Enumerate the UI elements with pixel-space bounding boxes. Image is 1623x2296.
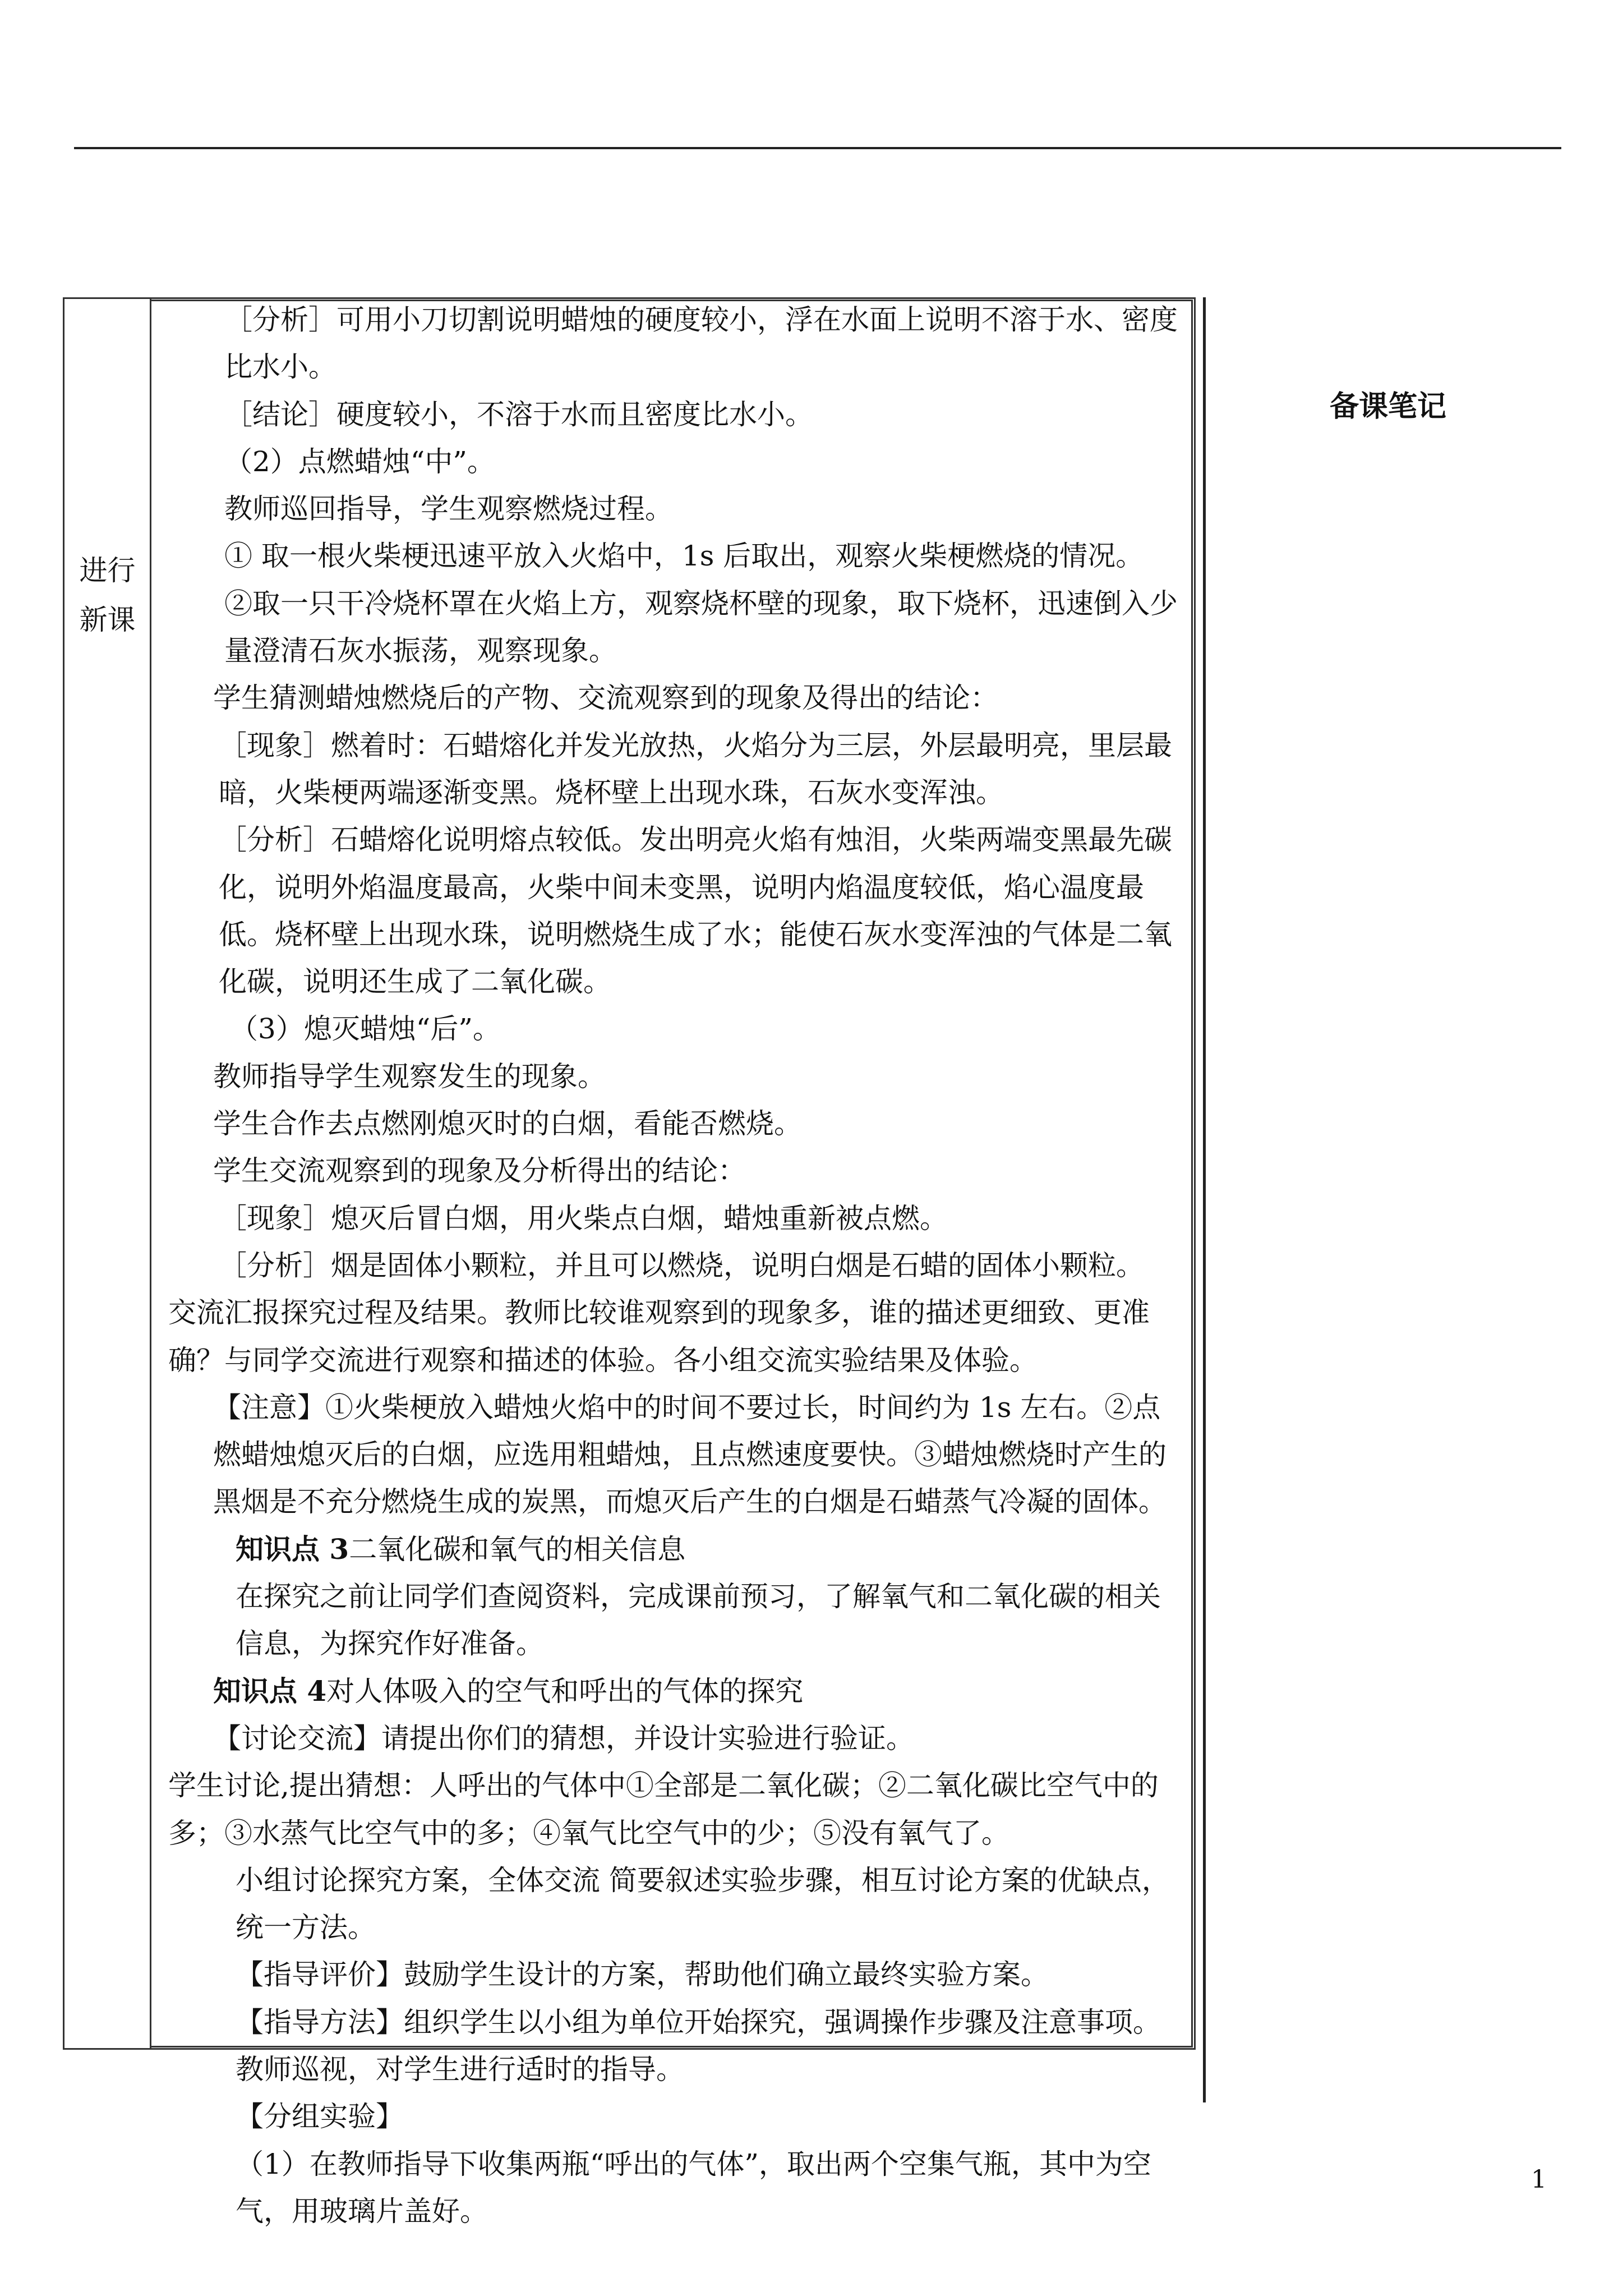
paragraph: 【讨论交流】请提出你们的猜想，并设计实验进行验证。: [213, 1722, 914, 1755]
knowledge-point-label: 知识点 3: [236, 1532, 349, 1566]
paragraph: 交流汇报探究过程及结果。教师比较谁观察到的现象多，谁的描述更细致、更准确？与同学交流进行观察和描述的体验。各小组交流实验结果及体验。: [168, 1296, 1150, 1377]
notes-column-rule: [1203, 297, 1206, 2102]
paragraph: 学生讨论,提出猜想：人呼出的气体中①全部是二氧化碳；②二氧化碳比空气中的多；③水蒸气比空气中的多；④氧气比空气中的少；⑤没有氧气了。: [168, 1769, 1159, 1849]
paragraph: ②取一只干冷烧杯罩在火焰上方，观察烧杯壁的现象，取下烧杯，迅速倒入少量澄清石灰水振荡，观察现象。: [224, 587, 1178, 668]
paragraph: ［分析］可用小刀切割说明蜡烛的硬度较小，浮在水面上说明不溶于水、密度比水小。: [224, 303, 1178, 384]
paragraph: ［现象］熄灭后冒白烟，用火柴点白烟，蜡烛重新被点燃。: [219, 1202, 948, 1235]
column-divider: [150, 297, 151, 2050]
paragraph: 【注意】①火柴梗放入蜡烛火焰中的时间不要过长，时间约为 1s 左右。②点燃蜡烛熄灭后的白烟，应选用粗蜡烛，且点燃速度要快。③蜡烛燃烧时产生的黑烟是不充分燃烧生成的炭黑，而熄灭后产生的白烟是石蜡蒸气冷凝的固体。: [213, 1391, 1166, 1519]
paragraph: [168, 1668, 1186, 1715]
paragraph: ［分析］烟是固体小颗粒，并且可以燃烧，说明白烟是石蜡的固体小颗粒。: [219, 1249, 1144, 1282]
paragraph: （3）熄灭蜡烛“后”。: [230, 1013, 501, 1046]
knowledge-point-title: 二氧化碳和氧气的相关信息: [349, 1533, 686, 1566]
notes-column-title: 备课笔记: [1329, 389, 1446, 424]
paragraph: 【指导方法】组织学生以小组为单位开始探究，强调操作步骤及注意事项。教师巡视，对学生进行适时的指导。: [236, 2005, 1161, 2086]
paragraph: 教师巡回指导，学生观察燃烧过程。: [224, 493, 673, 526]
paragraph: [168, 1526, 1186, 1573]
knowledge-point-label: 知识点 4: [213, 1674, 327, 1708]
paragraph: 小组讨论探究方案，全体交流 简要叙述实验步骤，相互讨论方案的优缺点，统一方法。: [236, 1864, 1170, 1944]
paragraph: ［结论］硬度较小，不溶于水而且密度比水小。: [224, 398, 813, 431]
paragraph: ［现象］燃着时：石蜡熔化并发光放热，火焰分为三层，外层最明亮，里层最暗，火柴梗两端逐渐变黑。烧杯壁上出现水珠，石灰水变浑浊。: [219, 729, 1172, 809]
paragraph: 【指导评价】鼓励学生设计的方案，帮助他们确立最终实验方案。: [236, 1958, 1049, 1991]
paragraph: 学生合作去点燃刚熄灭时的白烟，看能否燃烧。: [213, 1107, 802, 1140]
paragraph: 【分组实验】: [236, 2100, 404, 2133]
paragraph: 教师指导学生观察发生的现象。: [213, 1060, 606, 1093]
section-label-line1: 进行: [79, 554, 136, 587]
page-number: 1: [1531, 2165, 1547, 2194]
paragraph: （1）在教师指导下收集两瓶“呼出的气体”，取出两个空集气瓶，其中为空气，用玻璃片盖好。: [236, 2147, 1151, 2228]
knowledge-point-title: 对人体吸入的空气和呼出的气体的探究: [326, 1674, 804, 1708]
paragraph: 学生猜测蜡烛燃烧后的产物、交流观察到的现象及得出的结论：: [213, 682, 998, 715]
paragraph: ① 取一根火柴梗迅速平放入火焰中，1s 后取出，观察火柴梗燃烧的情况。: [224, 540, 1144, 573]
header-rule: [74, 147, 1561, 149]
lesson-content: [168, 296, 1186, 2235]
paragraph: 学生交流观察到的现象及分析得出的结论：: [213, 1154, 746, 1188]
paragraph: 在探究之前让同学们查阅资料，完成课前预习，了解氧气和二氧化碳的相关信息，为探究作好准备。: [236, 1580, 1161, 1660]
section-label-line2: 新课: [79, 604, 136, 636]
paragraph: （2）点燃蜡烛“中”。: [224, 445, 495, 478]
paragraph: ［分析］石蜡熔化说明熔点较低。发出明亮火焰有烛泪，火柴两端变黑最先碳化，说明外焰温度最高，火柴中间未变黑，说明内焰温度较低，焰心温度最低。烧杯壁上出现水珠，说明燃烧生成了水；能使石灰水变浑浊的气体是二氧化碳，说明还生成了二氧化碳。: [219, 823, 1172, 999]
